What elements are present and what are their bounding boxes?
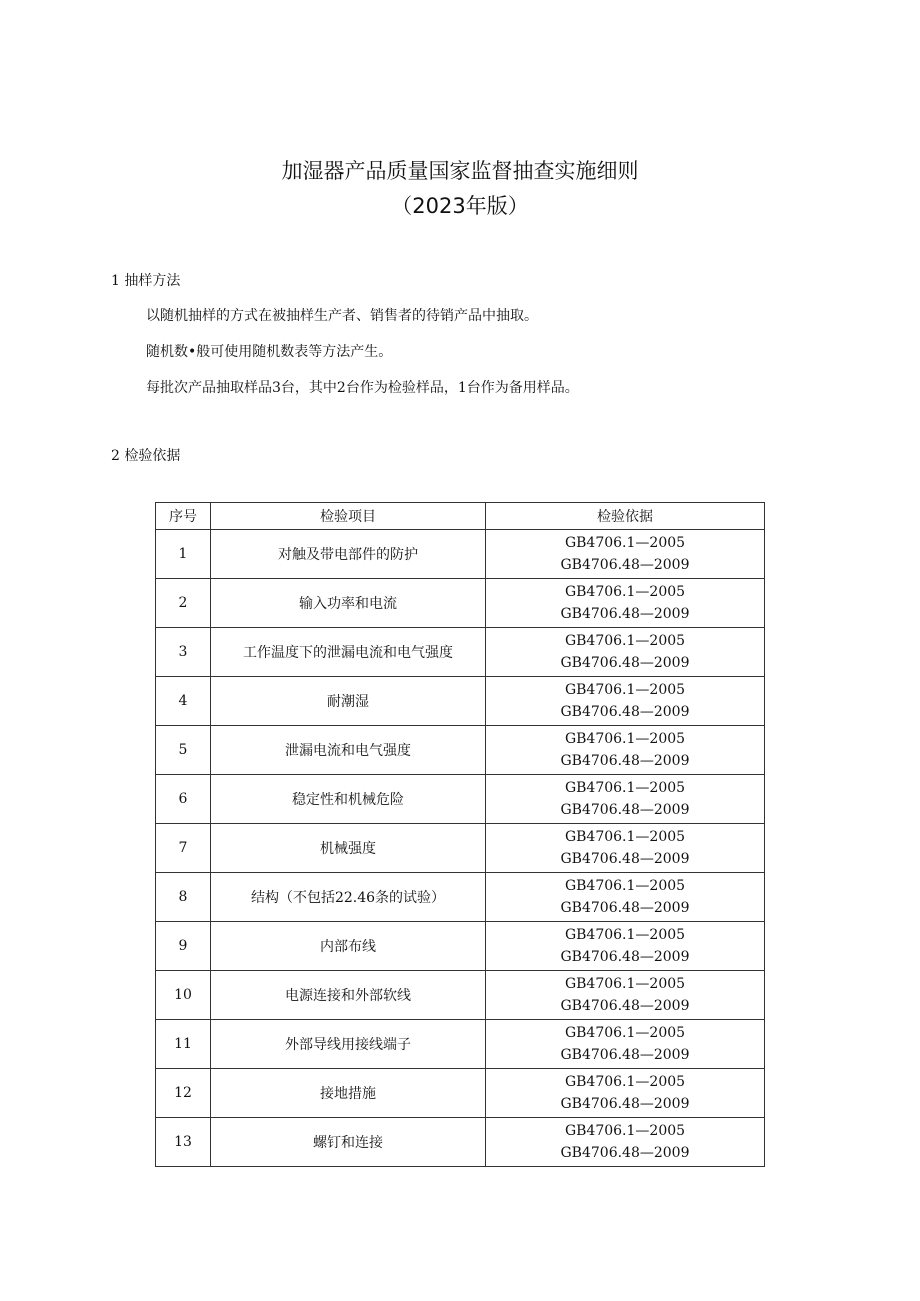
row-serial-number: 13 (156, 1118, 211, 1167)
row-inspection-basis (486, 677, 765, 726)
row-inspection-basis (486, 1069, 765, 1118)
row-inspection-basis (486, 726, 765, 775)
row-inspection-basis (486, 579, 765, 628)
table-row (156, 775, 765, 824)
inspection-table (155, 502, 765, 1167)
row-serial-number: 1 (156, 530, 211, 579)
paragraph-sample-quantity: 每批次产品抽取样品3台，其中2台作为检验样品，1台作为备用样品。 (146, 380, 579, 396)
row-serial-number: 6 (156, 775, 211, 824)
row-inspection-item: 电源连接和外部软线 (211, 971, 486, 1020)
row-serial-number: 2 (156, 579, 211, 628)
table-row (156, 530, 765, 579)
standard-code: GB4706.1—2005 (564, 584, 686, 600)
row-serial-number: 12 (156, 1069, 211, 1118)
table-row (156, 922, 765, 971)
standard-code: GB4706.1—2005 (564, 780, 686, 796)
header-serial-number: 序号 (156, 503, 211, 530)
standard-code: GB4706.1—2005 (564, 731, 686, 747)
table-row (156, 873, 765, 922)
row-inspection-basis (486, 873, 765, 922)
row-serial-number: 8 (156, 873, 211, 922)
standard-code: GB4706.1—2005 (564, 682, 686, 698)
row-inspection-item: 输入功率和电流 (211, 579, 486, 628)
standard-code: GB4706.1—2005 (564, 1025, 686, 1041)
standard-code: GB4706.48—2009 (560, 1145, 690, 1161)
row-inspection-item: 接地措施 (211, 1069, 486, 1118)
row-serial-number: 4 (156, 677, 211, 726)
standard-code: GB4706.1—2005 (564, 878, 686, 894)
table-row (156, 1020, 765, 1069)
row-inspection-basis (486, 922, 765, 971)
row-inspection-item: 对触及带电部件的防护 (211, 530, 486, 579)
standard-code: GB4706.48—2009 (560, 1096, 690, 1112)
row-inspection-item: 耐潮湿 (211, 677, 486, 726)
row-serial-number: 5 (156, 726, 211, 775)
row-inspection-basis (486, 628, 765, 677)
standard-code: GB4706.1—2005 (564, 976, 686, 992)
table-row (156, 628, 765, 677)
row-inspection-item: 机械强度 (211, 824, 486, 873)
table-header-row (156, 503, 765, 530)
row-inspection-basis (486, 1020, 765, 1069)
standard-code: GB4706.48—2009 (560, 606, 690, 622)
standard-code: GB4706.1—2005 (564, 927, 686, 943)
standard-code: GB4706.48—2009 (560, 851, 690, 867)
standard-code: GB4706.48—2009 (560, 655, 690, 671)
row-inspection-item: 稳定性和机械危险 (211, 775, 486, 824)
document-title: 加湿器产品质量国家监督抽查实施细则 (281, 159, 639, 183)
row-serial-number: 10 (156, 971, 211, 1020)
row-inspection-basis (486, 1118, 765, 1167)
row-serial-number: 7 (156, 824, 211, 873)
row-serial-number: 9 (156, 922, 211, 971)
standard-code: GB4706.48—2009 (560, 557, 690, 573)
paragraph-random-number: 随机数•般可使用随机数表等方法产生。 (146, 344, 393, 360)
row-serial-number: 3 (156, 628, 211, 677)
section-2-heading: 2 检验依据 (111, 448, 181, 464)
standard-code: GB4706.1—2005 (564, 633, 686, 649)
table-row (156, 677, 765, 726)
table-row (156, 824, 765, 873)
paragraph-sampling-method: 以随机抽样的方式在被抽样生产者、销售者的待销产品中抽取。 (146, 308, 538, 324)
standard-code: GB4706.48—2009 (560, 949, 690, 965)
table-row (156, 1118, 765, 1167)
row-inspection-item: 工作温度下的泄漏电流和电气强度 (211, 628, 486, 677)
standard-code: GB4706.48—2009 (560, 704, 690, 720)
row-inspection-basis (486, 530, 765, 579)
standard-code: GB4706.1—2005 (564, 829, 686, 845)
row-inspection-item: 结构（不包括22.46条的试验） (211, 873, 486, 922)
row-inspection-basis (486, 824, 765, 873)
header-inspection-basis: 检验依据 (486, 503, 765, 530)
row-serial-number: 11 (156, 1020, 211, 1069)
standard-code: GB4706.48—2009 (560, 753, 690, 769)
section-1-heading: 1 抽样方法 (111, 273, 181, 289)
standard-code: GB4706.48—2009 (560, 1047, 690, 1063)
row-inspection-item: 内部布线 (211, 922, 486, 971)
table-row (156, 726, 765, 775)
table-row (156, 1069, 765, 1118)
row-inspection-basis (486, 971, 765, 1020)
row-inspection-item: 泄漏电流和电气强度 (211, 726, 486, 775)
document-subtitle: （2023年版） (391, 194, 529, 218)
row-inspection-basis (486, 775, 765, 824)
row-inspection-item: 螺钉和连接 (211, 1118, 486, 1167)
standard-code: GB4706.48—2009 (560, 900, 690, 916)
standard-code: GB4706.48—2009 (560, 802, 690, 818)
standard-code: GB4706.1—2005 (564, 535, 686, 551)
header-inspection-item: 检验项目 (211, 503, 486, 530)
standard-code: GB4706.1—2005 (564, 1123, 686, 1139)
standard-code: GB4706.1—2005 (564, 1074, 686, 1090)
standard-code: GB4706.48—2009 (560, 998, 690, 1014)
table-row (156, 971, 765, 1020)
table-row (156, 579, 765, 628)
row-inspection-item: 外部导线用接线端子 (211, 1020, 486, 1069)
